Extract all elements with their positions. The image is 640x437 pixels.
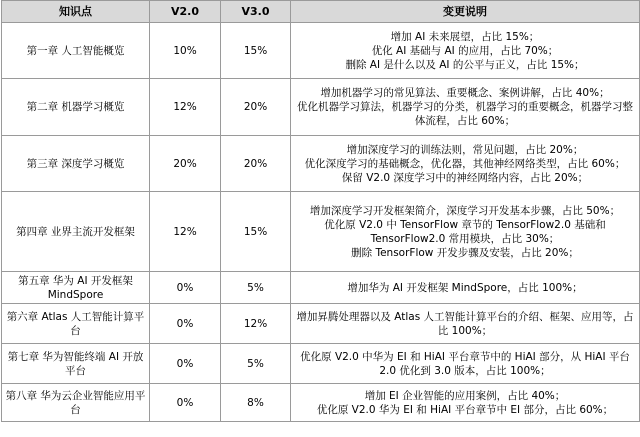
change-line: 增加华为 AI 开发框架 MindSpore，占比 100%； xyxy=(347,281,583,294)
change-line: 优化机器学习算法，机器学习的分类，机器学习的重要概念，机器学习整体流程，占比 60%； xyxy=(297,101,633,127)
table-row xyxy=(2,272,640,304)
change-line: 优化深度学习的基础概念，优化器，其他神经网络类型，占比 60%； xyxy=(304,157,626,170)
change-line: 删除 TensorFlow 开发步骤及安装，占比 20%； xyxy=(351,246,579,259)
v3-percent-cell: 15% xyxy=(221,192,291,272)
change-description-cell xyxy=(291,344,640,384)
header-change: 变更说明 xyxy=(291,1,640,23)
chapter-cell: 第三章 深度学习概览 xyxy=(2,136,150,192)
chapter-cell: 第七章 华为智能终端 AI 开放平台 xyxy=(2,344,150,384)
table-row xyxy=(2,304,640,344)
v3-percent-cell: 20% xyxy=(221,136,291,192)
change-line: 增加深度学习开发框架简介，深度学习开发基本步骤，占比 50%； xyxy=(309,204,621,217)
change-line: 优化原 V2.0 中华为 EI 和 HiAI 平台章节中的 HiAI 部分，从 HiAI 平台 2.0 优化到 3.0 版本，占比 100%； xyxy=(300,350,630,377)
table-row xyxy=(2,136,640,192)
v3-percent-cell: 8% xyxy=(221,384,291,422)
table-row xyxy=(2,79,640,136)
change-description-cell xyxy=(291,23,640,79)
change-line: 优化原 V2.0 中 TensorFlow 章节的 TensorFlow2.0 基础和 TensorFlow2.0 常用模块，占比 30%； xyxy=(324,218,606,245)
knowledge-change-table xyxy=(1,0,640,422)
header-v3: V3.0 xyxy=(221,1,291,23)
v2-percent-cell: 0% xyxy=(150,384,221,422)
table-row xyxy=(2,344,640,384)
v2-percent-cell: 10% xyxy=(150,23,221,79)
v2-percent-cell: 20% xyxy=(150,136,221,192)
change-description-cell xyxy=(291,272,640,304)
change-description-cell xyxy=(291,384,640,422)
chapter-cell: 第一章 人工智能概览 xyxy=(2,23,150,79)
change-description-cell xyxy=(291,304,640,344)
knowledge-change-table-container xyxy=(1,0,639,436)
v3-percent-cell: 5% xyxy=(221,272,291,304)
chapter-cell: 第四章 业界主流开发框架 xyxy=(2,192,150,272)
v2-percent-cell: 12% xyxy=(150,192,221,272)
table-row xyxy=(2,23,640,79)
change-description-cell xyxy=(291,136,640,192)
change-line: 增加机器学习的常见算法、重要概念、案例讲解，占比 40%； xyxy=(320,87,610,99)
chapter-cell: 第六章 Atlas 人工智能计算平台 xyxy=(2,304,150,344)
chapter-cell: 第八章 华为云企业智能应用平台 xyxy=(2,384,150,422)
chapter-cell: 第五章 华为 AI 开发框架 MindSpore xyxy=(2,272,150,304)
change-line: 删除 AI 是什么以及 AI 的公平与正义，占比 15%； xyxy=(345,58,585,71)
v3-percent-cell: 12% xyxy=(221,304,291,344)
v2-percent-cell: 0% xyxy=(150,344,221,384)
table-row xyxy=(2,192,640,272)
header-topic: 知识点 xyxy=(2,1,150,23)
v2-percent-cell: 12% xyxy=(150,79,221,136)
change-description-cell xyxy=(291,192,640,272)
v2-percent-cell: 0% xyxy=(150,272,221,304)
change-line: 增加昇腾处理器以及 Atlas 人工智能计算平台的介绍、框架、应用等，占比 100%； xyxy=(296,310,634,337)
v2-percent-cell: 0% xyxy=(150,304,221,344)
v3-percent-cell: 15% xyxy=(221,23,291,79)
table-row xyxy=(2,384,640,422)
change-line: 优化原 V2.0 华为 EI 和 HiAI 平台章节中 EI 部分，占比 60%； xyxy=(316,403,614,416)
v3-percent-cell: 20% xyxy=(221,79,291,136)
table-header-row xyxy=(2,1,640,23)
chapter-cell: 第二章 机器学习概览 xyxy=(2,79,150,136)
v3-percent-cell: 5% xyxy=(221,344,291,384)
change-line: 优化 AI 基础与 AI 的应用，占比 70%； xyxy=(371,44,559,57)
header-v2: V2.0 xyxy=(150,1,221,23)
change-line: 增加 EI 企业智能的应用案例，占比 40%； xyxy=(364,389,566,402)
change-line: 增加深度学习的训练法则，常见问题，占比 20%； xyxy=(346,143,584,156)
change-line: 保留 V2.0 深度学习中的神经网络内容，占比 20%； xyxy=(341,171,589,184)
change-line: 增加 AI 未来展望，占比 15%； xyxy=(390,30,540,43)
change-description-cell xyxy=(291,79,640,136)
